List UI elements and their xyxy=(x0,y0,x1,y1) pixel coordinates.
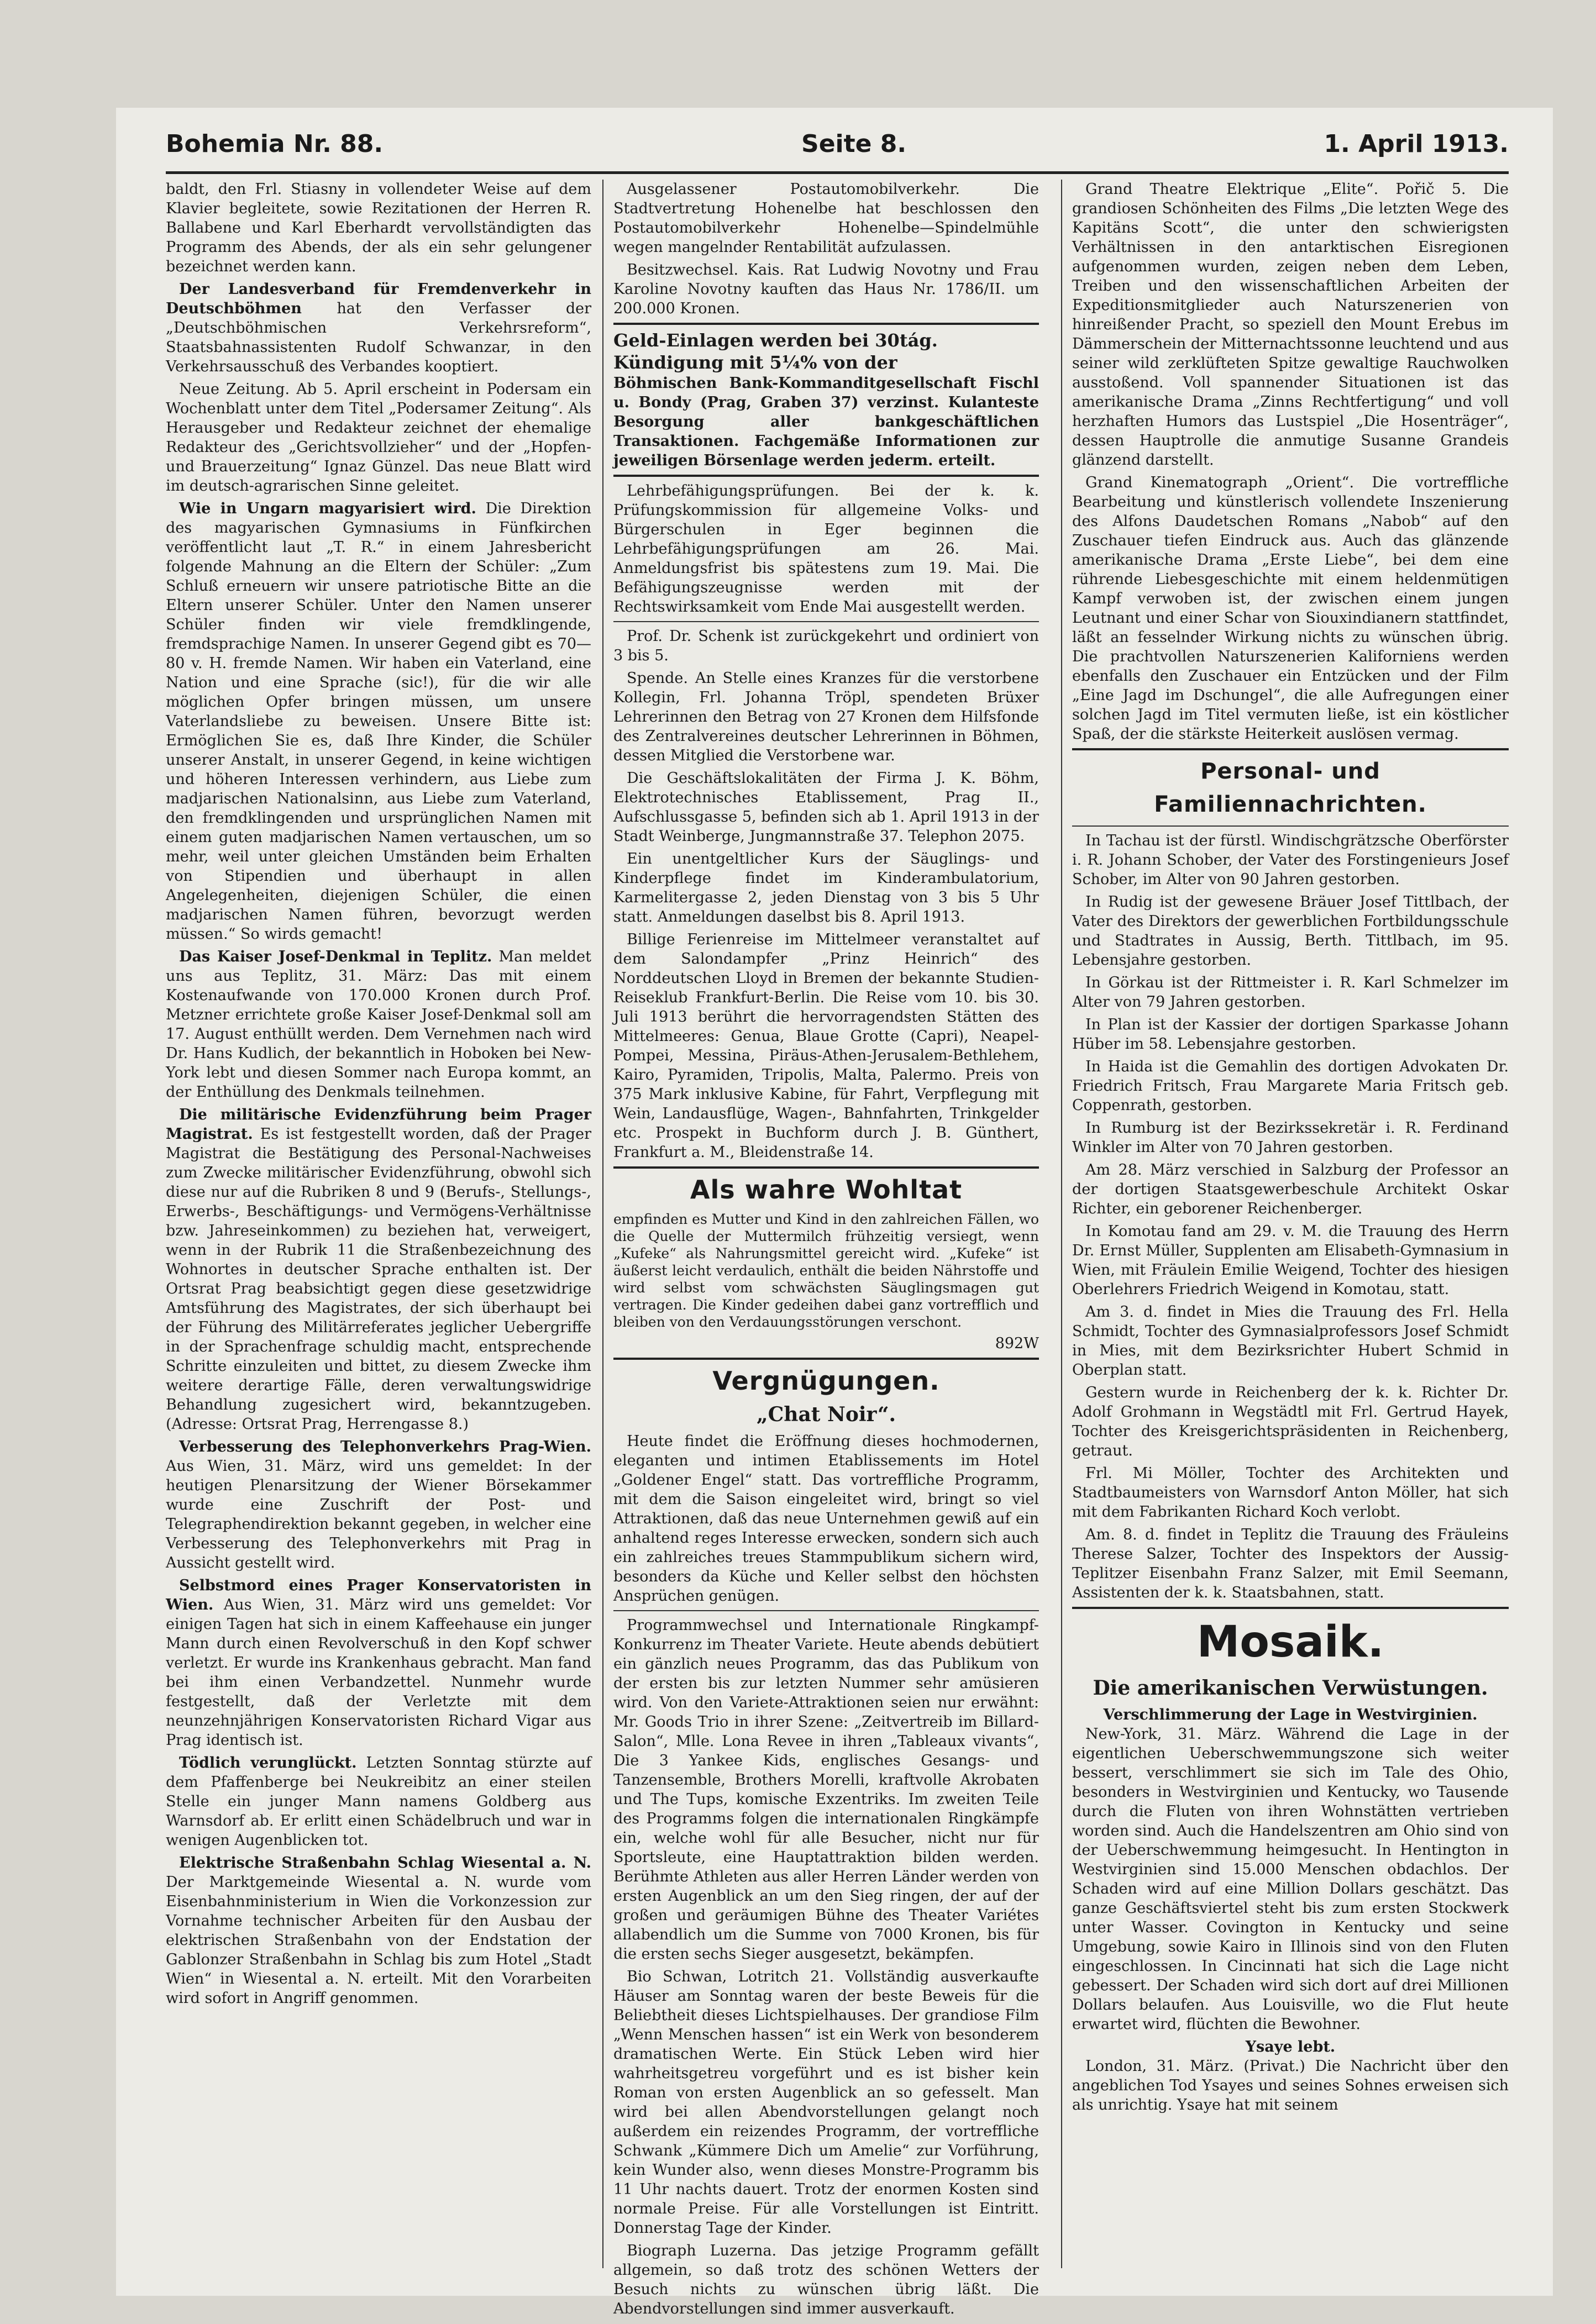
sub-heading: „Chat Noir“. xyxy=(756,1403,896,1426)
section-heading: Mosaik. xyxy=(1196,1617,1384,1667)
notice-text: In Rudig ist der gewesene Bräuer Josef Tittlbach, der Vater des Direktors der gewerblichen Fortbildungsschule und Stadtrates in Aussig, Berth. Tittlbach, im 95. Lebensjahre gestorben. xyxy=(1072,893,1509,969)
article-text: Die Geschäftslokalitäten der Firma J. K. Böhm, Elektrotechnisches Etablissement, Prag II., Aufschlussgasse 5, befinden sich ab 1. April 1913 in der Stadt Weinberge, Jungmannstraße 37. Telephon 2075. xyxy=(613,770,1039,845)
article-text: Ausgelassener Postautomobilverkehr. Die Stadtvertretung Hohenelbe hat beschlossen den Postautomobilverkehr Hohenelbe—Spindelmühle wegen mangelnder Rentabilität aufzulassen. xyxy=(613,181,1039,256)
sub-heading: Die amerikanischen Verwüstungen. xyxy=(1093,1676,1488,1700)
article-heading: Selbstmord eines Prager Konservatoristen in Wien. xyxy=(166,1577,591,1613)
article-text: Aus Wien, 31. März wird uns gemeldet: Vor einigen Tagen hat sich in einem Kaffeehause ein junger Mann durch einen Revolverschuß in den Kopf schwer verletzt. Er wurde ins Krankenhaus gebracht. Man fand bei ihm einen Verbandzettel. Nunmehr wurde festgestellt, daß der Verletzte mit dem neunzehnjährigen Konservatoristen Richard Vigar aus Prag identisch ist. xyxy=(166,1596,591,1749)
section-heading: Personal- und Familiennachrichten. xyxy=(1154,759,1427,817)
article-text: Lehrbefähigungsprüfungen. Bei der k. k. Prüfungskommission für allgemeine Volks- und Bürgerschulen in Eger beginnen die Lehrbefähigungsprüfungen am 26. Mai. Anmeldungsfrist bis spätestens zum 19. Mai. Die Befähigungszeugnisse werden mit der Rechtswirksamkeit vom Ende Mai ausgestellt werden. xyxy=(613,482,1039,616)
notice-text: Am 28. März verschied in Salzburg der Professor an der dortigen Staatsgewerbeschule Architekt Oskar Richter, ein geborener Reichenberger. xyxy=(1072,1161,1509,1217)
header-left: Bohemia Nr. 88. xyxy=(166,130,384,158)
article-text: New-York, 31. März. Während die Lage in der eigentlichen Ueberschwemmungszone sich weiter bessert, verschlimmert sie sich im Tale des Ohio, besonders in Westvirginien und Kentucky, wo Tausende durch die Fluten von ihren Wohnstätten vertrieben worden sind. Auch die Handelszentren am Ohio sind von der Ueberschwemmung heimgesucht. In Hentington in Westvirginien sind 15.000 Menschen obdachlos. Der Schaden wird auf eine Million Dollars geschätzt. Das ganze Geschäftsviertel steht bis zum ersten Stockwerk unter Wasser. Covington in Kentucky und seine Umgebung, sowie Kairo in Illinois sind von den Fluten eingeschlossen. In Cincinnati hat sich die Lage nicht gebessert. Der Schaden wird sich dort auf drei Millionen Dollars belaufen. Aus Louisville, wo die Flut heute erwartet wird, flüchten die Bewohner. xyxy=(1072,1726,1509,2033)
divider xyxy=(613,621,1039,622)
divider xyxy=(1072,826,1509,827)
notice-text: Frl. Mi Möller, Tochter des Architekten und Stadtbaumeisters von Warnsdorf Anton Möller, hat sich mit dem Fabrikanten Richard Koch verlobt. xyxy=(1072,1465,1509,1521)
ad-heading: Als wahre Wohltat xyxy=(690,1175,963,1205)
notice-text: In Komotau fand am 29. v. M. die Trauung des Herrn Dr. Ernst Müller, Supplenten am Elisabeth-Gymnasium in Wien, mit Fräulein Emilie Weigend, Tochter des hiesigen Oberlehrers Friedrich Weigend in Komotau, statt. xyxy=(1072,1223,1509,1298)
article-text: Man meldet uns aus Teplitz, 31. März: Das mit einem Kostenaufwande von 170.000 Kronen durch Prof. Metzner errichtete große Kaiser Josef-Denkmal soll am 17. August enthüllt werden. Dem Vernehmen nach wird Dr. Hans Kudlich, der bekanntlich in Hoboken bei New-York lebt und diesen Sommer nach Europa kommt, an der Enthüllung des Denkmals teilnehmen. xyxy=(166,948,591,1101)
article-text: London, 31. März. (Privat.) Die Nachricht über den angeblichen Tod Ysayes und seines Sohnes erweisen sich als unrichtig. Ysaye hat mit seinem xyxy=(1072,2058,1509,2113)
article xyxy=(166,1576,591,1750)
ad-bank-text: Böhmischen Bank-Kommanditgesellschaft Fischl u. Bondy (Prag, Graben 37) verzinst. Kulanteste Besorgung aller bankgeschäftlichen Transaktionen. Fachgemäße Informationen zur jeweiligen Börsenlage werden jederm. erteilt. xyxy=(613,375,1039,469)
article xyxy=(166,1437,591,1573)
divider xyxy=(1072,748,1509,750)
newspaper-page xyxy=(116,108,1553,2317)
notice-text: Am. 8. d. findet in Teplitz die Trauung des Fräuleins Therese Salzer, Tochter des Inspektors der Aussig-Teplitzer Eisenbahn Franz Salzer, mit Emil Seemann, Assistenten der k. k. Staatsbahnen, statt. xyxy=(1072,1526,1509,1601)
article-heading: Die militärische Evidenzführung beim Prager Magistrat. xyxy=(166,1106,591,1143)
column-3 xyxy=(1072,180,1509,2274)
divider xyxy=(613,1166,1039,1169)
header-right: 1. April 1913. xyxy=(1324,130,1509,158)
divider xyxy=(613,1610,1039,1611)
article-heading: Der Landesverband für Fremdenverkehr in Deutschböhmen xyxy=(166,281,591,317)
article-text: Die Direktion des magyarischen Gymnasiums in Fünfkirchen veröffentlicht laut „T. R.“ in einem Jahresbericht folgende Mahnung an die Eltern der Schüler: „Zum Schluß erneuern wir unsere patriotische Bitte an die Eltern unserer Schüler. Unter den Namen unserer Schüler finden wir viele fremdklingende, fremdsprachige Namen. In unserer Gegend gibt es 70—80 v. H. fremde Namen. Wir haben ein Vaterland, eine Nation und eine Sprache (sic!), für die wir alle möglichen Opfer bringen müssen, um unsere Vaterlandsliebe zu beweisen. Unsere Bitte ist: Ermöglichen Sie es, daß Ihre Kinder, die Schüler unserer Anstalt, in unserer Gegend, in keine wichtigen und höheren Interessen verhindern, aus Liebe zum madjarischen Nationalsinn, aus Liebe zum Vaterland, den fremdklingenden und ursprünglichen Namen mit einem guten madjarischen Namen vertauschen, um so mehr, weil unter gleichen Umständen beim Erhalten von Stipendien und überhaupt in allen Angelegenheiten, diejenigen Schüler, die einen madjarischen Namen führen, bevorzugt werden müssen.“ So wirds gemacht! xyxy=(166,500,591,943)
article-text: Prof. Dr. Schenk ist zurückgekehrt und ordiniert von 3 bis 5. xyxy=(613,628,1039,664)
notice-text: In Plan ist der Kassier der dortigen Sparkasse Johann Hüber im 58. Lebensjahre gestorben. xyxy=(1072,1016,1509,1053)
divider xyxy=(613,475,1039,477)
article xyxy=(166,1105,591,1434)
article xyxy=(166,947,591,1102)
article-heading: Tödlich verunglückt. xyxy=(179,1754,357,1771)
article xyxy=(166,1753,591,1850)
notice-text: In Görkau ist der Rittmeister i. R. Karl Schmelzer im Alter von 79 Jahren gestorben. xyxy=(1072,974,1509,1011)
article xyxy=(166,1853,591,2008)
article-text: Letzten Sonntag stürzte auf dem Pfaffenberge bei Neukreibitz an einer steilen Stelle ein junger Mann namens Goldberg aus Warnsdorf ab. Er erlitt einen Schädelbruch und war in wenigen Augenblicken tot. xyxy=(166,1754,592,1849)
article-text: Besitzwechsel. Kais. Rat Ludwig Novotny und Frau Karoline Novotny kauften das Haus Nr. 1786/II. um 200.000 Kronen. xyxy=(613,261,1039,317)
notice-text: In Haida ist die Gemahlin des dortigen Advokaten Dr. Friedrich Fritsch, Frau Margarete Maria Fritsch geb. Coppenrath, gestorben. xyxy=(1072,1058,1509,1114)
divider xyxy=(1072,1607,1509,1609)
article-text: Es ist festgestellt worden, daß der Prager Magistrat die Bestätigung des Personal-Nachweises zum Zwecke militärischer Evidenzführung, obwohl sich diese nur auf die Rubriken 8 und 9 (Berufs-, Stellungs-, Erwerbs-, Beschäftigungs- und Vermögens-Verhältnisse bzw. Jahreseinkommen) zu beziehen hat, verweigert, wenn in der Rubrik 11 die Straßenbezeichnung des Wohnortes in deutscher Sprache enthalten ist. Der Ortsrat Prag beabsichtigt gegen diese gesetzwidrige Amtsführung des Magistrates, der sich überhaupt bei der Führung des Militärreferates jeglicher Uebergriffe in der Sprachenfrage schuldig macht, entsprechende Schritte einzuleiten und bittet, zu diesem Zwecke ihm weitere derartige Fälle, deren verwaltungswidrige Behandlung zugesichert wird, bekanntzugeben. (Adresse: Ortsrat Prag, Herrengasse 8.) xyxy=(166,1126,591,1433)
notice-text: In Rumburg ist der Bezirkssekretär i. R. Ferdinand Winkler im Alter von 70 Jahren gestorben. xyxy=(1072,1119,1509,1156)
article xyxy=(166,499,591,944)
notice-text: Gestern wurde in Reichenberg der k. k. Richter Dr. Adolf Grohmann in Wegstädtl mit Frl. Gertrud Hayek, Tochter des Kreisgerichtspräsidenten in Reichenberg, getraut. xyxy=(1072,1384,1509,1459)
article-text: Biograph Luzerna. Das jetzige Programm gefällt allgemein, so daß trotz des schönen Wetters der Besuch nichts zu wünschen übrig läßt. Die Abendvorstellungen sind immer ausverkauft. xyxy=(613,2242,1039,2317)
article-text: Neue Zeitung. Ab 5. April erscheint in Podersam ein Wochenblatt unter dem Titel „Podersamer Zeitung“. Als Herausgeber und Redakteur zeichnet der ehemalige Redakteur des „Gerichtsvollzieher“ und der „Hopfen- und Brauerzeitung“ Ignaz Günzel. Das neue Blatt wird im deutsch-agrarischen Sinne geleitet. xyxy=(166,381,591,495)
divider xyxy=(613,1358,1039,1360)
column-rule xyxy=(1061,180,1062,2268)
header-rule xyxy=(166,171,1509,174)
article-text: hat den Verfasser der „Deutschböhmischen Verkehrsreform“, Staatsbahnassistenten Rudolf Schwanzar, in den Verkehrsausschuß des Verbandes kooptiert. xyxy=(166,300,591,375)
header-center: Seite 8. xyxy=(801,130,907,158)
article-text: Der Marktgemeinde Wiesental a. N. wurde vom Eisenbahnministerium in Wien die Vorkonzession zur Vornahme technischer Arbeiten für den Ausbau der elektrischen Straßenbahn von der Endstation der Gablonzer Straßenbahn in Schlag bis zum Hotel „Stadt Wien“ in Wiesental a. N. erteilt. Mit den Vorarbeiten wird sofort in Angriff genommen. xyxy=(166,1874,591,2007)
ad-code: 892W xyxy=(995,1335,1039,1352)
article-heading: Wie in Ungarn magyarisiert wird. xyxy=(179,500,476,517)
article-text: Bio Schwan, Lotritch 21. Vollständig ausverkaufte Häuser am Sonntag waren der beste Beweis für die Beliebtheit dieses Lichtspielhauses. Der grandiose Film „Wenn Menschen hassen“ ist ein Werk von besonderem dramatischen Werte. Ein Stück Leben wird hier wahrheitsgetreu vorgeführt und es ist bisher kein Roman von ersten Augenblick an so gefesselt. Man wird bei allen Abendvorstellungen gelangt noch außerdem ein reizendes Programm, der vortreffliche Schwank „Kümmere Dich um Amelie“ zur Vorführung, kein Wunder also, wenn dieses Monstre-Programm bis 11 Uhr nachts dauert. Trotz der enormen Kosten sind normale Preise. Für alle Vorstellungen ist Eintritt. Donnerstag Tage der Kinder. xyxy=(613,1968,1039,2237)
ad-bank-line1: Geld-Einlagen werden bei 30tág. xyxy=(613,330,938,351)
article-text: Ein unentgeltlicher Kurs der Säuglings- und Kinderpflege findet im Kinderambulatorium, Karmelitergasse 2, jeden Dienstag von 3 bis 5 Uhr statt. Anmeldungen daselbst bis 8. April 1913. xyxy=(613,850,1039,926)
sub-heading-3: Ysaye lebt. xyxy=(1245,2038,1336,2055)
notice-text: In Tachau ist der fürstl. Windischgrätzsche Oberförster i. R. Johann Schober, der Vater des Forstingenieurs Josef Schober, im Alter von 90 Jahren gestorben. xyxy=(1072,832,1509,888)
column-1 xyxy=(166,180,591,2274)
page-header xyxy=(166,130,1509,163)
column-2 xyxy=(613,180,1039,2317)
article xyxy=(166,280,591,376)
article-heading: Verbesserung des Telephonverkehrs Prag-Wien. xyxy=(179,1438,591,1455)
article-heading: Das Kaiser Josef-Denkmal in Teplitz. xyxy=(179,948,492,965)
article-text: Programmwechsel und Internationale Ringkampf-Konkurrenz im Theater Variete. Heute abends debütiert ein gänzlich neues Programm, das das Publikum von der ersten bis zur letzten Nummer sehr amüsieren wird. Von den Variete-Attraktionen seien nur erwähnt: Mr. Goods Trio in ihrer Szene: „Zeitvertreib im Billard-Salon“, Mlle. Lona Revee in ihren „Tableaux vivants“, Die 3 Yankee Kids, englisches Gesangs- und Tanzensemble, Brothers Morelli, kraftvolle Akrobaten und The Tups, komische Exzentriks. Im zweiten Teile des Programms folgen die internationalen Ringkämpfe ein, welche wohl für alle Besucher, nicht nur für Sportsleute, eine Hauptattraktion bilden werden. Berühmte Athleten aus aller Herren Länder werden von ersten Augenblick an um den Sieg ringen, der auf der großen und geräumigen Bühne des Theater Variétes allabendlich um die Summe von 7000 Kronen, bis für die ersten sechs Sieger ausgesetzt, bekämpfen. xyxy=(613,1617,1039,1963)
section-heading: Vergnügungen. xyxy=(712,1366,940,1396)
article-text: Aus Wien, 31. März, wird uns gemeldet: In der heutigen Plenarsitzung der Wiener Börsekammer wurde eine Zuschrift der Post- und Telegraphendirektion bekannt gegeben, in welcher eine Verbesserung des Telephonverkehrs mit Prag in Aussicht gestellt wird. xyxy=(166,1458,591,1571)
ad-bank-line2: Kündigung mit 5¼% von der xyxy=(613,352,897,373)
column-rule xyxy=(602,180,603,2268)
sub-heading-2: Verschlimmerung der Lage in Westvirginien. xyxy=(1103,1706,1478,1723)
ad-text: empfinden es Mutter und Kind in den zahlreichen Fällen, wo die Quelle der Muttermilch frühzeitig versiegt, wenn „Kufeke“ als Nahrungsmittel gereicht wird. „Kufeke“ ist äußerst leicht verdaulich, enthält die beiden Nährstoffe und wird selbst vom schwächsten Säuglingsmagen gut vertragen. Die Kinder gedeihen dabei ganz vortrefflich und bleiben von den Verdauungsstörungen verschont. xyxy=(613,1211,1039,1330)
divider xyxy=(613,323,1039,325)
notice-text: Am 3. d. findet in Mies die Trauung des Frl. Hella Schmidt, Tochter des Gymnasialprofessors Josef Schmidt in Mies, mit dem Bezirksrichter Hubert Schmid in Oberplan statt. xyxy=(1072,1303,1509,1379)
article-text: Spende. An Stelle eines Kranzes für die verstorbene Kollegin, Frl. Johanna Tröpl, spendeten Brüxer Lehrerinnen den Betrag von 27 Kronen dem Hilfsfonde des Zentralvereines deutscher Lehrerinnen in Böhmen, dessen Mitglied die Verstorbene war. xyxy=(613,670,1039,764)
article-heading: Elektrische Straßenbahn Schlag Wiesental a. N. xyxy=(179,1854,591,1871)
article-text: Grand Kinematograph „Orient“. Die vortreffliche Bearbeitung und künstlerisch vollendete Inszenierung des Alfons Daudetschen Romans „Nabob“ auf den Zuschauer tiefen Eindruck aus. Auch das glänzende amerikanische Drama „Erste Liebe“, bei dem eine rührende Liebesgeschichte mit einem heldenmütigen Kampf verwoben ist, der zwischen einem jungen Leutnant und einer Schar von Siouxindianern stattfindet, läßt an fesselnder Wirkung nichts zu wünschen übrig. Die prachtvollen Naturszenerien Kaliforniens werden ebenfalls den Zuschauer ein Entzücken und der Film „Eine Jagd im Dschungel“, die alle Aufregungen einer solchen Jagd im Titel vermuten ließe, ist ein köstlicher Spaß, der die stärkste Heiterkeit auslösen vermag. xyxy=(1072,474,1509,743)
article-text: baldt, den Frl. Stiasny in vollendeter Weise auf dem Klavier begleitete, sowie Rezitationen der Herren R. Ballabene und Karl Eberhardt vervollständigten das Programm des Abends, der als ein sehr gelungener bezeichnet werden kann. xyxy=(166,181,591,275)
article-text: Grand Theatre Elektrique „Elite“. Pořič 5. Die grandiosen Schönheiten des Films „Die letzten Wege des Kapitäns Scott“, die unter den schwierigsten Verhältnissen in den antarktischen Eisregionen aufgenommen wurden, zeigen neben dem Leben, Treiben und den wissenschaftlichen Arbeiten der Expeditionsmitglieder auch Naturszenerien von hinreißender Pracht, so speziell den Mount Erebus im Dämmerschein der Mitternachtssonne leuchtend und aus seiner wild zerklüfteten Spitze gewaltige Rauchwolken ausstoßend. Voll spannender Situationen ist das amerikanische Drama „Zinns Rechtfertigung“ und voll herzhaften Humors das Lustspiel „Die Hosenträger“, dessen Hauptrolle die anmutige Susanne Grandeis glänzend darstellt. xyxy=(1072,181,1509,469)
article-text: Billige Ferienreise im Mittelmeer veranstaltet auf dem Salondampfer „Prinz Heinrich“ des Norddeutschen Lloyd in Bremen der bekannte Studien-Reiseklub Frankfurt-Berlin. Die Reise vom 10. bis 30. Juli 1913 berührt die hervorragendsten Stätten des Mittelmeeres: Genua, Blaue Grotte (Capri), Neapel-Pompei, Messina, Piräus-Athen-Jerusalem-Bethlehem, Kairo, Pyramiden, Tripolis, Malta, Palermo. Preis von 375 Mark inklusive Kabine, für Fahrt, Verpflegung mit Wein, Landausflüge, Wagen-, Bahnfahrten, Trinkgelder etc. Prospekt in Buchform durch J. B. Günthert, Frankfurt a. M., Bleidenstraße 14. xyxy=(613,931,1039,1161)
article-text: Heute findet die Eröffnung dieses hochmodernen, eleganten und intimen Etablissements im Hotel „Goldener Engel“ statt. Das vortreffliche Programm, mit dem die Saison eingeleitet wird, bringt so viel Attraktionen, daß das neue Unternehmen gewiß auf ein anhaltend reges Interesse erwecken, sondern sich auch ein zahlreiches treues Stammpublikum sichern wird, besonders da Küche und Keller selbst den höchsten Ansprüchen genügen. xyxy=(613,1433,1039,1605)
